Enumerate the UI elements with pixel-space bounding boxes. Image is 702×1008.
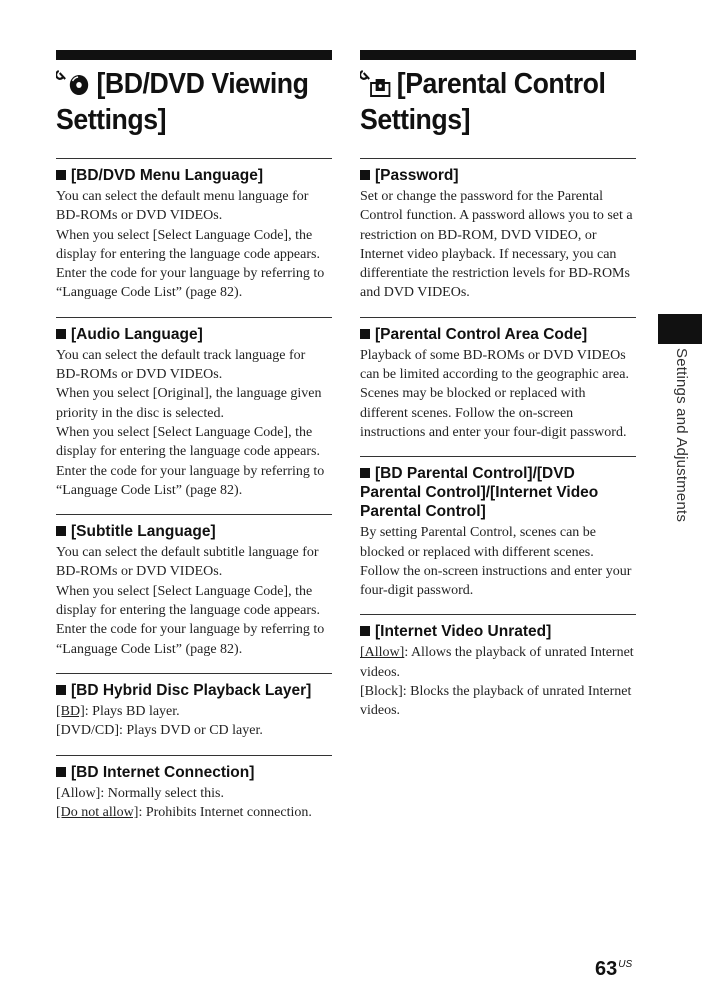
section-bd-dvd-internet-parental-control — [360, 456, 636, 600]
default-option-label: [Do not allow] — [56, 804, 139, 820]
section-audio-language — [56, 317, 332, 500]
option-label: [Allow] — [56, 785, 101, 801]
bullet-square-icon — [56, 767, 66, 777]
lock-wrench-icon — [360, 69, 393, 104]
disc-wrench-icon — [56, 69, 93, 104]
option-label: [Block] — [360, 684, 403, 700]
right-heading-line1: [Parental Control — [396, 68, 606, 100]
paragraph: You can select the default subtitle language for BD-ROMs or DVD VIDEOs. — [56, 545, 319, 580]
chapter-tab-marker — [658, 314, 702, 344]
option-line: [Allow]: Normally select this. — [56, 785, 224, 801]
right-page-heading — [360, 68, 614, 136]
section-bd-dvd-menu-language — [56, 158, 332, 303]
section-title: [Internet Video Unrated] — [360, 622, 636, 641]
section-title: [Subtitle Language] — [56, 522, 332, 541]
paragraph: Playback of some BD-ROMs or DVD VIDEOs can be limited according to the geographic area. Scenes may be blocked or replaced with different scenes. Follow the on-screen instructions and enter your four-digit password. — [360, 347, 629, 440]
left-heading-line2: Settings] — [56, 104, 166, 136]
option-line: [DVD/CD]: Plays DVD or CD layer. — [56, 723, 263, 739]
paragraph: You can select the default track language for BD-ROMs or DVD VIDEOs. — [56, 347, 306, 383]
right-heading-line2: Settings] — [360, 104, 470, 136]
bullet-square-icon — [56, 170, 66, 180]
left-page-heading — [56, 68, 310, 136]
bullet-square-icon — [360, 468, 370, 478]
section-title: [BD Parental Control]/[DVD Parental Control]/[Internet Video Parental Control] — [360, 465, 599, 521]
page-number: $63^{US}$ — [595, 958, 633, 980]
option-label: [DVD/CD] — [56, 723, 119, 739]
heading-rule — [56, 50, 332, 60]
left-column — [56, 50, 332, 836]
section-internet-video-unrated — [360, 614, 636, 720]
paragraph: When you select [Select Language Code], the display for entering the language code appears. Enter the code for your language by referring to “Language Code List” (page 82). — [56, 424, 325, 498]
paragraph: When you select [Original], the language given priority in the disc is selected. — [56, 386, 322, 421]
section-subtitle-language — [56, 514, 332, 659]
section-title: [BD/DVD Menu Language] — [56, 166, 332, 185]
left-heading-line1: [BD/DVD Viewing — [96, 68, 309, 100]
section-password — [360, 158, 636, 303]
region-suffix: US — [618, 959, 633, 971]
option-line: [BD]: Plays BD layer. — [56, 703, 180, 719]
default-option-label: [BD] — [56, 703, 85, 719]
bullet-square-icon — [360, 626, 370, 636]
heading-rule — [360, 50, 636, 60]
option-line: [Do not allow]: Prohibits Internet connection. — [56, 804, 312, 820]
bullet-square-icon — [56, 329, 66, 339]
paragraph: When you select [Select Language Code], the display for entering the language code appears. Enter the code for your language by referring to “Language Code List” (page 82). — [56, 227, 325, 301]
bullet-square-icon — [56, 526, 66, 536]
section-title: [Audio Language] — [56, 325, 332, 344]
section-title: [Password] — [360, 166, 636, 185]
chapter-side-label: Settings and Adjustments — [673, 348, 690, 523]
section-parental-control-area-code — [360, 317, 636, 442]
paragraph: When you select [Select Language Code], the display for entering the language code appears. Enter the code for your language by referring to “Language Code List” (page 82). — [56, 583, 325, 657]
paragraph: Set or change the password for the Parental Control function. A password allows you to set a restriction on BD-ROM, DVD VIDEO, or Internet video playback. If necessary, you can differentiate the restriction levels for BD-ROMs and DVD VIDEOs. — [360, 189, 633, 301]
right-column — [360, 50, 636, 735]
section-bd-internet-connection — [56, 755, 332, 823]
paragraph: By setting Parental Control, scenes can be blocked or replaced with different scenes. Follow the on-screen instructions and enter your four-digit password. — [360, 525, 632, 599]
option-line: [Block]: Blocks the playback of unrated Internet videos. — [360, 684, 632, 719]
default-option-label: [Allow] — [360, 645, 405, 661]
paragraph: You can select the default menu language for BD-ROMs or DVD VIDEOs. — [56, 189, 309, 224]
section-title: [BD Internet Connection] — [56, 763, 332, 782]
option-line: [Allow]: Allows the playback of unrated Internet videos. — [360, 645, 634, 680]
section-title: [BD Hybrid Disc Playback Layer] — [56, 681, 332, 700]
bullet-square-icon — [360, 329, 370, 339]
section-title: [Parental Control Area Code] — [360, 325, 636, 344]
section-bd-hybrid-disc-playback-layer — [56, 673, 332, 741]
bullet-square-icon — [360, 170, 370, 180]
bullet-square-icon — [56, 685, 66, 695]
